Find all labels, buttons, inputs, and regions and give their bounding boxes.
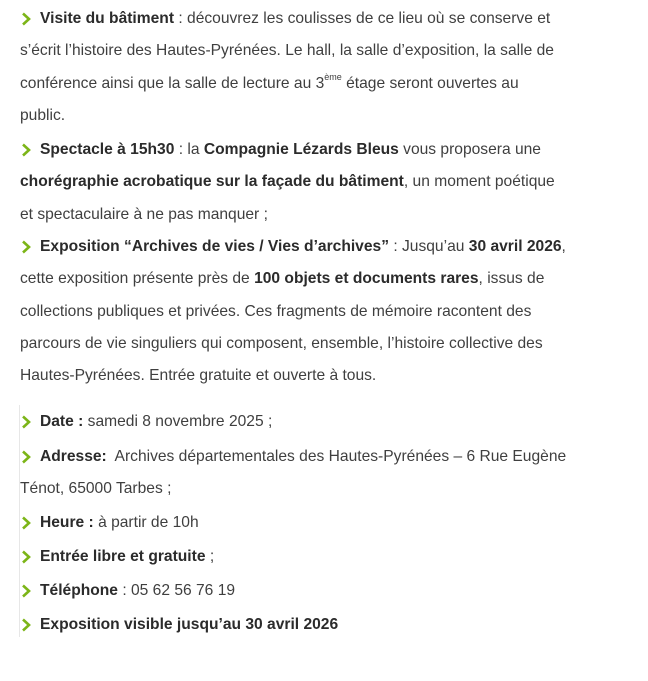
adresse-value-1: Archives départementales des Hautes-Pyrénées – 6 Rue Eugène — [106, 448, 567, 465]
visite-line-3 — [20, 68, 638, 100]
visite-line-2: s’écrit l’histoire des Hautes-Pyrénées. Le hall, la salle d’exposition, la salle de — [20, 42, 554, 60]
expo-text-1c: , — [561, 238, 566, 255]
expo-date: 30 avril 2026 — [468, 238, 562, 255]
visite-text-1: : découvrez les coulisses de ce lieu où se conserve et — [174, 10, 551, 27]
expo-line-4: parcours de vie singuliers qui composent, ensemble, l’histoire collective des — [20, 334, 543, 352]
chevron-right-icon — [20, 584, 32, 598]
spectacle-text-1a: : la — [174, 141, 204, 158]
info-expo-visible — [20, 609, 638, 641]
date-line — [20, 406, 638, 438]
item-spectacle — [20, 134, 638, 231]
expo-text-2c: , issus de — [478, 270, 545, 288]
adresse-line-1 — [20, 441, 638, 473]
visite-sup: ème — [324, 72, 342, 83]
expo-line-2 — [20, 263, 638, 295]
expo-line-1 — [20, 231, 638, 263]
spectacle-text-1c: vous proposera une — [398, 141, 541, 158]
spectacle-label: Spectacle à 15h30 — [40, 141, 175, 158]
adresse-line-2: Ténot, 65000 Tarbes ; — [20, 480, 172, 498]
spectacle-line-3: et spectaculaire à ne pas manquer ; — [20, 205, 268, 223]
item-exposition — [20, 231, 638, 392]
chevron-right-icon — [20, 12, 32, 26]
expo-line-3: collections publiques et privées. Ces fragments de mémoire racontent des — [20, 302, 532, 320]
heure-value: à partir de 10h — [93, 514, 199, 531]
info-entree — [20, 541, 638, 573]
visite-line-1 — [20, 3, 638, 35]
entree-label: Entrée libre et gratuite — [40, 548, 206, 565]
expo-text-1a: : Jusqu’au — [389, 238, 469, 255]
expo-objects: 100 objets et documents rares — [254, 270, 479, 288]
expo-text-2a: cette exposition présente près de — [20, 270, 255, 288]
visite-text-3a: conférence ainsi que la salle de lecture au 3 — [20, 74, 325, 92]
date-label: Date : — [40, 413, 84, 430]
visite-label: Visite du bâtiment — [40, 10, 175, 27]
adresse-label: Adresse: — [40, 448, 107, 465]
telephone-line — [20, 575, 638, 607]
spectacle-choreo: chorégraphie acrobatique sur la façade du bâtiment — [20, 173, 404, 191]
item-visite — [20, 3, 638, 132]
info-heure — [20, 507, 638, 539]
expo-label: Exposition “Archives de vies / Vies d’archives” — [40, 238, 389, 255]
expo-line-5: Hautes-Pyrénées. Entrée gratuite et ouverte à tous. — [20, 367, 377, 385]
entree-line — [20, 541, 638, 573]
info-date — [20, 406, 638, 438]
spectacle-text-2c: , un moment poétique — [403, 173, 555, 191]
chevron-right-icon — [20, 618, 32, 632]
spectacle-line-2 — [20, 166, 638, 198]
chevron-right-icon — [20, 550, 32, 564]
chevron-right-icon — [20, 143, 32, 157]
expo-visible-label: Exposition visible jusqu’au 30 avril 2026 — [40, 616, 339, 633]
chevron-right-icon — [20, 240, 32, 254]
expo-visible-line — [20, 609, 638, 641]
heure-label: Heure : — [40, 514, 94, 531]
spectacle-company: Compagnie Lézards Bleus — [203, 141, 399, 158]
info-adresse — [20, 441, 638, 506]
visite-line-4: public. — [20, 106, 66, 124]
telephone-label: Téléphone — [40, 582, 118, 599]
telephone-value: : 05 62 56 76 19 — [117, 582, 236, 599]
spectacle-line-1 — [20, 134, 638, 166]
info-telephone — [20, 575, 638, 607]
chevron-right-icon — [20, 516, 32, 530]
entree-value: ; — [205, 548, 215, 565]
date-value: samedi 8 novembre 2025 ; — [83, 413, 273, 430]
chevron-right-icon — [20, 415, 32, 429]
heure-line — [20, 507, 638, 539]
visite-text-3b: étage seront ouvertes au — [341, 74, 519, 92]
chevron-right-icon — [20, 450, 32, 464]
